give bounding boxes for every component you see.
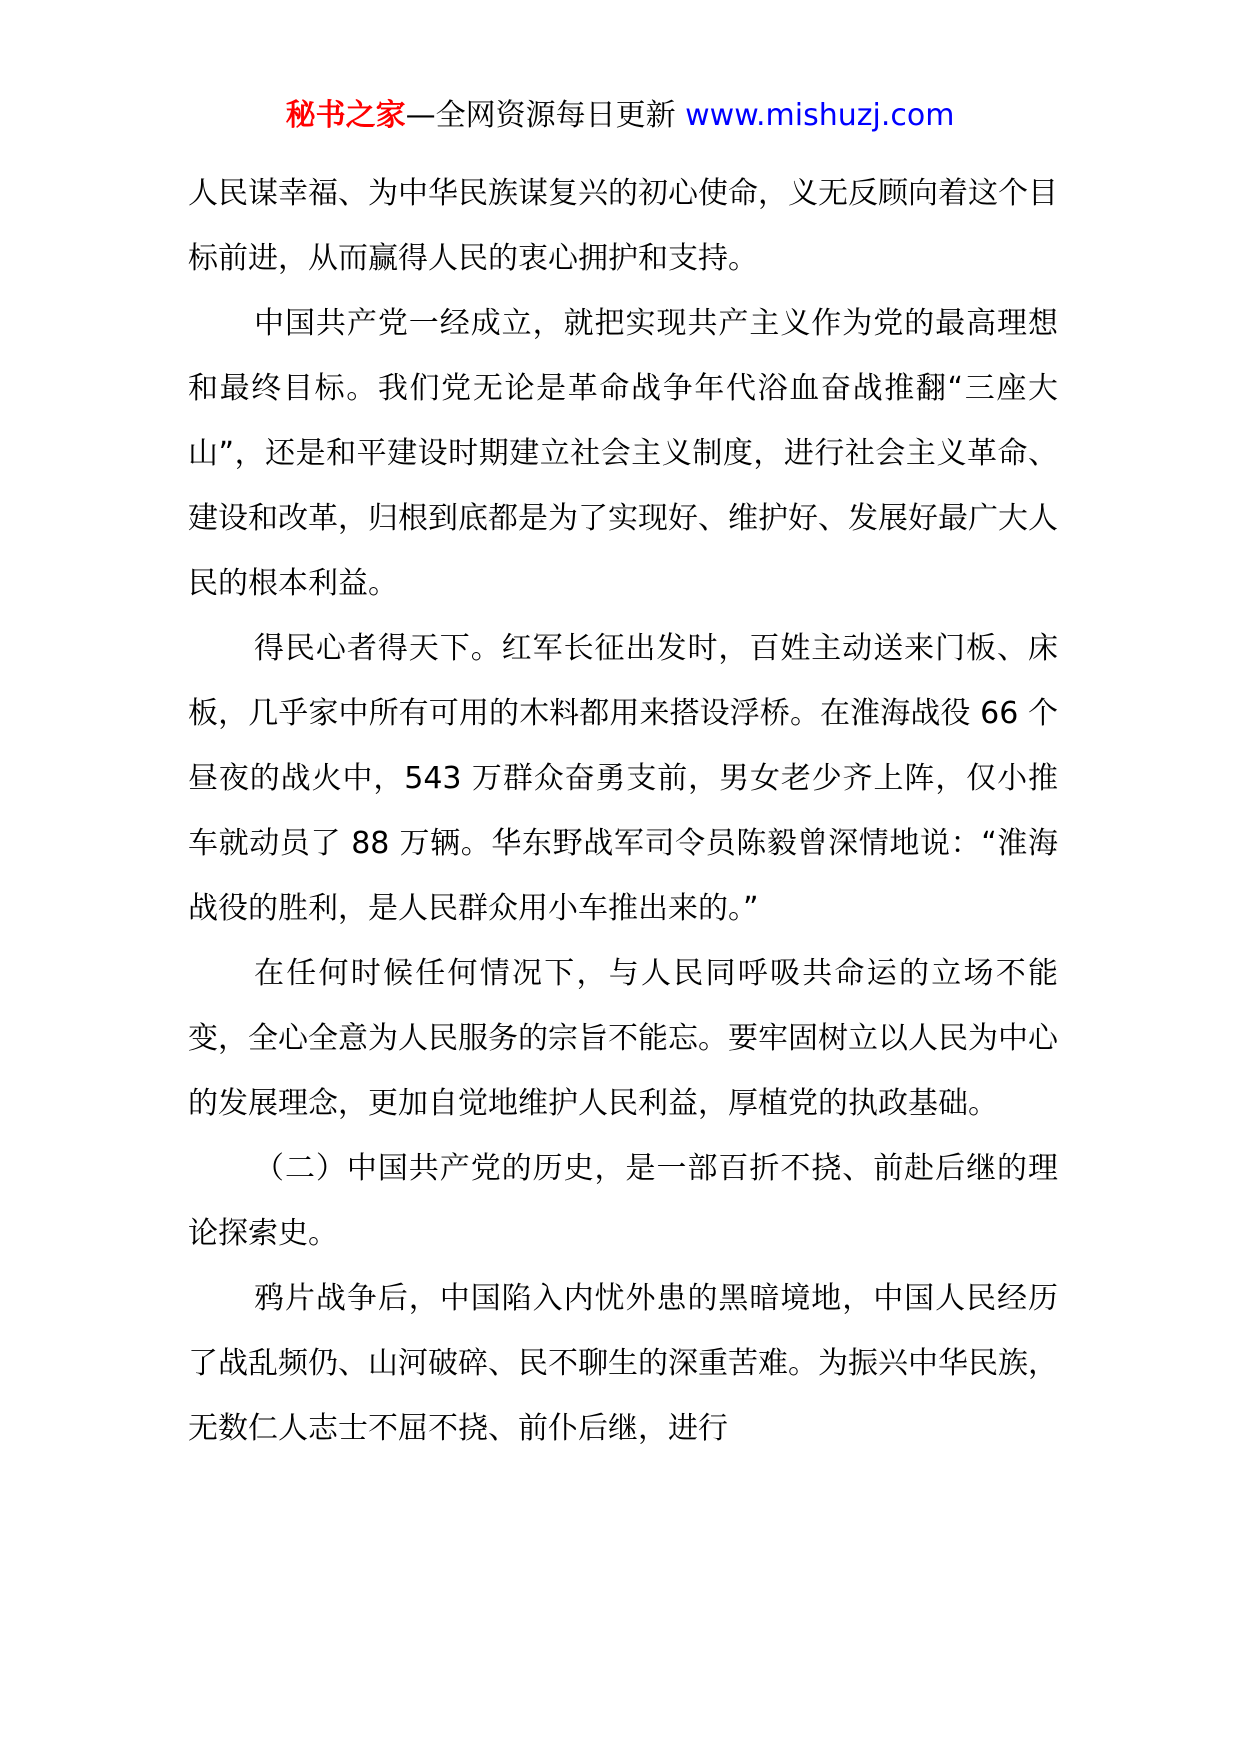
paragraph-1: 人民谋幸福、为中华民族谋复兴的初心使命，义无反顾向着这个目标前进，从而赢得人民的衷心拥护和支持。 — [188, 176, 1058, 276]
section-heading-2: （二）中国共产党的历史，是一部百折不挠、前赴后继的理论探索史。 — [188, 1151, 1058, 1251]
document-body — [188, 161, 1058, 1461]
paragraph-5: 鸦片战争后，中国陷入内忧外患的黑暗境地，中国人民经历了战乱频仍、山河破碎、民不聊生的深重苦难。为振兴中华民族，无数仁人志士不屈不挠、前仆后继，进行 — [188, 1281, 1058, 1446]
site-brand: 秘书之家 — [285, 98, 406, 133]
paragraph-2: 中国共产党一经成立，就把实现共产主义作为党的最高理想和最终目标。我们党无论是革命战争年代浴血奋战推翻“三座大山”，还是和平建设时期建立社会主义制度，进行社会主义革命、建设和改革，归根到底都是为了实现好、维护好、发展好最广大人民的根本利益。 — [188, 306, 1058, 601]
site-header — [0, 96, 1240, 136]
site-tagline: —全网资源每日更新 — [405, 98, 686, 133]
site-url-link[interactable]: www.mishuzj.com — [685, 98, 955, 133]
paragraph-4: 在任何时候任何情况下，与人民同呼吸共命运的立场不能变，全心全意为人民服务的宗旨不能忘。要牢固树立以人民为中心的发展理念，更加自觉地维护人民利益，厚植党的执政基础。 — [188, 956, 1058, 1121]
paragraph-3: 得民心者得天下。红军长征出发时，百姓主动送来门板、床板，几乎家中所有可用的木料都用来搭设浮桥。在淮海战役 66 个昼夜的战火中，543 万群众奋勇支前，男女老少齐上阵，仅小推车就动员了 88 万辆。华东野战军司令员陈毅曾深情地说：“淮海战役的胜利，是人民群众用小车推出来的。” — [188, 631, 1058, 926]
